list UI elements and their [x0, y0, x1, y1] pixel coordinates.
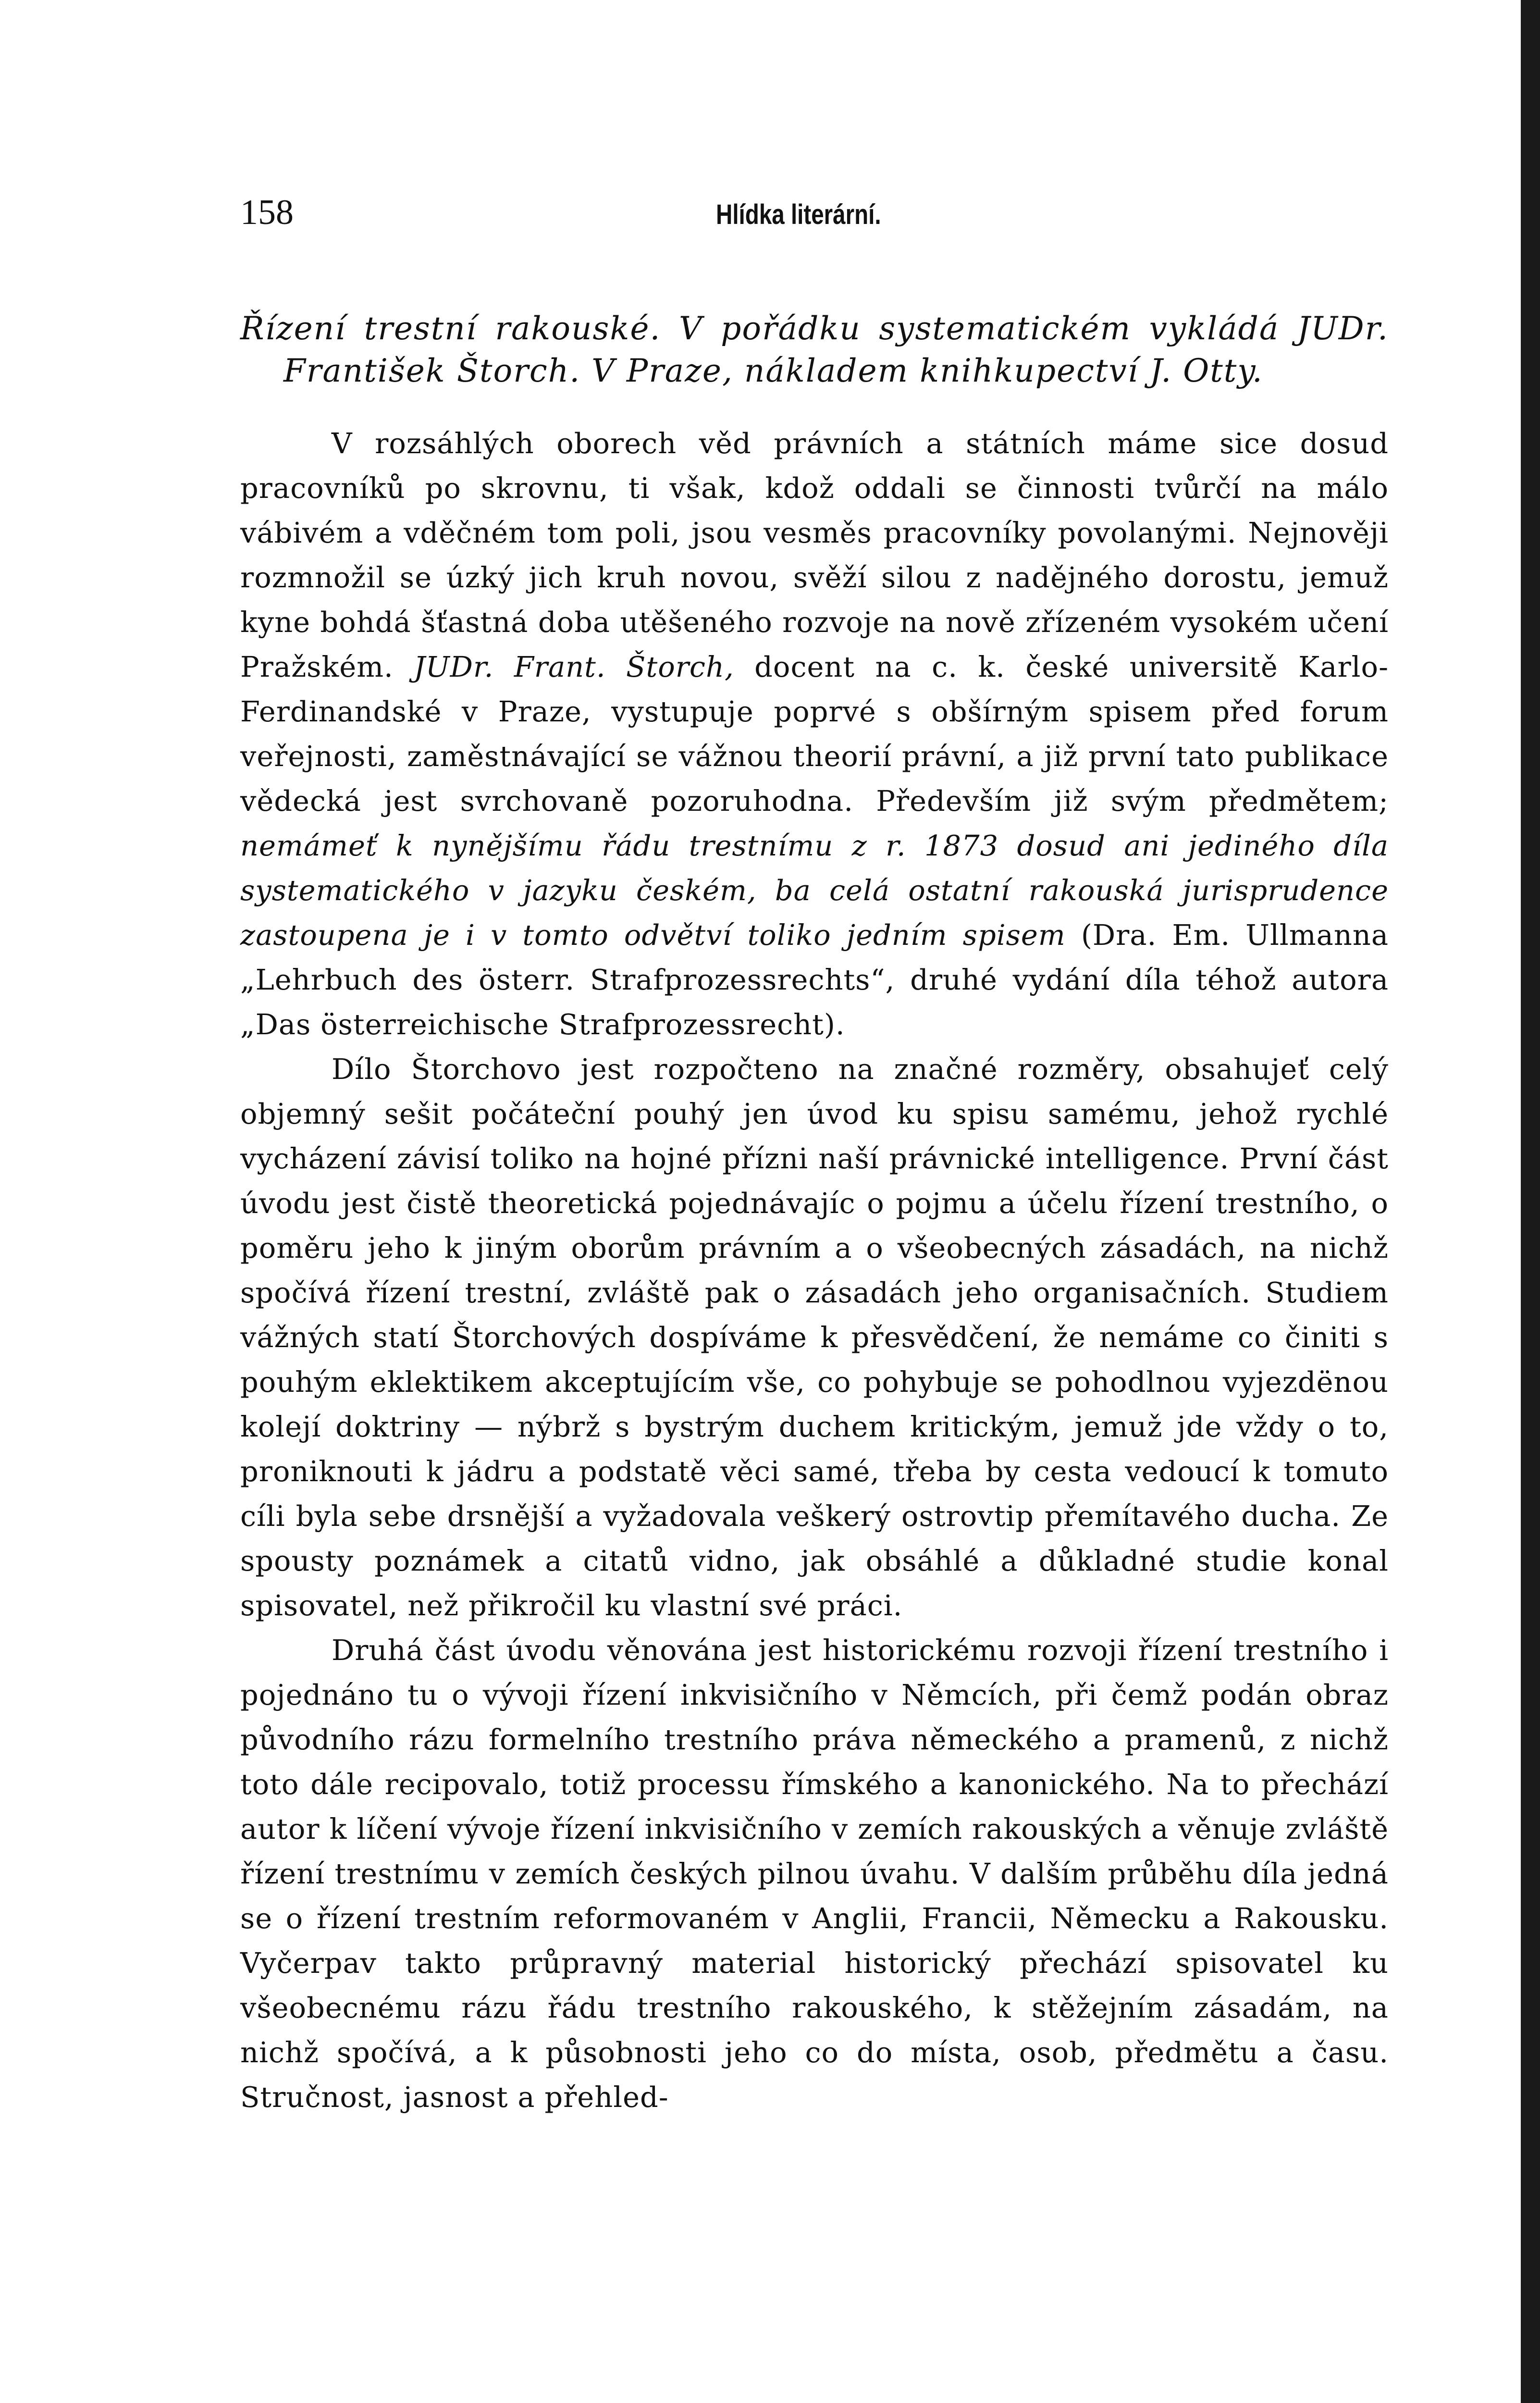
paragraph-3 [240, 1628, 1389, 2119]
paragraph-1-text-2: docent na c. k. české universitě Karlo-Ferdinandské v Praze, vystupuje poprvé s obšírným spisem před forum veřejnosti, zaměstnávající se vážnou theorií právní, a již první tato publikace vědecká jest svrchovaně pozoruhodna. Především již svým předmětem; [240, 650, 1389, 818]
page-header [240, 192, 1389, 245]
paragraph-1-emphasis: nemámeť k nynějšímu řádu trestnímu z r. 1873 dosud ani jediného díla systematického v jazyku českém, ba celá ostatní rakouská jurisprudence zastoupena je i v tomto odvětví toliko jedním spisem [240, 829, 1389, 952]
book-page [240, 192, 1389, 2119]
page-number: 158 [240, 193, 294, 232]
scan-border-right [1521, 0, 1540, 2403]
paragraph-3-text: Druhá část úvodu věnována jest historickému rozvoji řízení trestního i pojednáno tu o vývoji řízení inkvisičního v Němcích, při čemž podán obraz původního rázu formelního trestního práva německého a pramenů, z nichž toto dále recipovalo, totiž processu římského a kanonického. Na to přechází autor k líčení vývoje řízení inkvisičního v zemích rakouských a věnuje zvláště řízení trestnímu v zemích českých pilnou úvahu. V dalším průběhu díla jedná se o řízení trestním reformovaném v Anglii, Francii, Německu a Rakousku. Vyčerpav takto průpravný material historický přechází spisovatel ku všeobecnému rázu řádu trestního rakouského, k stěžejním zásadám, na nichž spočívá, a k působnosti jeho co do místa, osob, předmětu a času. Stručnost, jasnost a přehled- [240, 1634, 1389, 2114]
review-title: Řízení trestní rakouské. V pořádku systematickém vykládá JUDr. František Štorch. V Praze, nákladem knihkupectví J. Otty. [240, 310, 1389, 389]
paragraph-1-text-1: V rozsáhlých oborech věd právních a státních máme sice dosud pracovníků po skrovnu, ti však, kdož oddali se činnosti tvůrčí na málo vábivém a vděčném tom poli, jsou vesměs pracovníky povolanými. Nejnověji rozmnožil se úzký jich kruh novou, svěží silou z nadějného dorostu, jemuž kyne bohdá šťastná doba utěšeného rozvoje na nově zřízeném vysokém učení Pražském. [240, 427, 1389, 683]
paragraph-2 [240, 1047, 1389, 1628]
paragraph-1-text-3: (Dra. Em. Ullmanna „Lehrbuch des österr. Strafprozessrechts“, druhé vydání díla téhož autora „Das österreichische Strafprozessrecht). [240, 918, 1389, 1041]
author-name: JUDr. Frant. Štorch, [414, 650, 734, 683]
running-title: Hlídka literární. [716, 199, 881, 230]
review-body [240, 421, 1389, 2119]
paragraph-1 [240, 421, 1389, 1047]
paragraph-2-text: Dílo Štorchovo jest rozpočteno na značné rozměry, obsahujeť celý objemný sešit počáteční pouhý jen úvod ku spisu samému, jehož rychlé vycházení závisí toliko na hojné přízni naší právnické intelligence. První část úvodu jest čistě theoretická pojednávajíc o pojmu a účelu řízení trestního, o poměru jeho k jiným oborům právním a o všeobecných zásadách, na nichž spočívá řízení trestní, zvláště pak o zásadách jeho organisačních. Studiem vážných statí Štorchových dospíváme k přesvědčení, že nemáme co činiti s pouhým eklektikem akceptujícím vše, co pohybuje se pohodlnou vyjezdënou kolejí doktriny — nýbrž s bystrým duchem kritickým, jemuž jde vždy o to, proniknouti k jádru a podstatě věci samé, třeba by cesta vedoucí k tomuto cíli byla sebe drsnější a vyžadovala veškerý ostrovtip přemítavého ducha. Ze spousty poznámek a citatů vidno, jak obsáhlé a důkladné studie konal spisovatel, než přikročil ku vlastní své práci. [240, 1053, 1389, 1622]
